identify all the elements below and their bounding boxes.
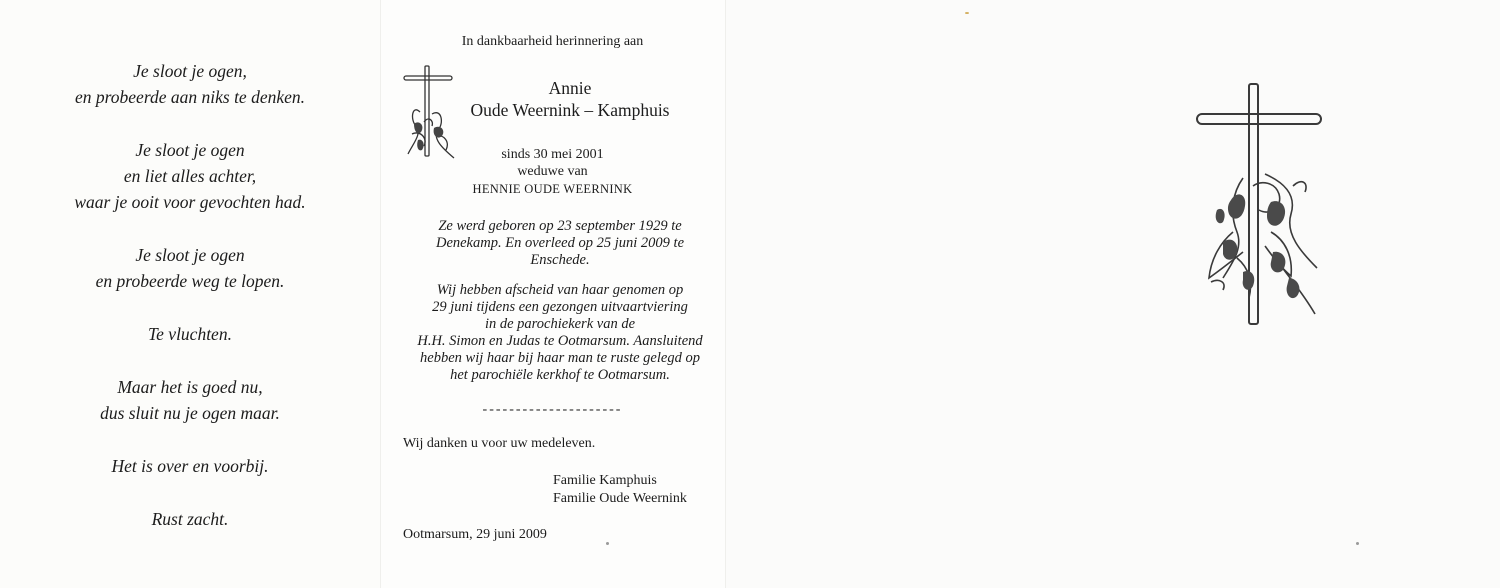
poem-stanza (0, 242, 380, 294)
poem-line: en probeerde aan niks te denken. (74, 87, 305, 107)
text-line: H.H. Simon en Judas te Ootmarsum. Aansluitend (417, 333, 703, 349)
signature-family: Familie Oude Weernink (553, 491, 687, 506)
poem-line: en liet alles achter, (123, 166, 257, 186)
poem-line: Maar het is goed nu, (117, 377, 263, 397)
poem-stanza (0, 58, 380, 110)
poem-line: Rust zacht. (151, 509, 229, 529)
place-date: Ootmarsum, 29 juni 2009 (403, 527, 547, 542)
poem-line: dus sluit nu je ogen maar. (100, 403, 280, 423)
text-line: 29 juni tijdens een gezongen uitvaartviering (432, 299, 688, 315)
signature-family: Familie Kamphuis (553, 473, 657, 488)
poem-stanza (0, 137, 380, 215)
paper-speck (965, 12, 969, 14)
poem-line: waar je ooit voor gevochten had. (74, 192, 306, 212)
poem-line: Je sloot je ogen (135, 245, 245, 265)
poem-stanza (0, 453, 380, 479)
deceased-first-name: Annie (548, 78, 592, 98)
husband-name: HENNIE OUDE WEERNINK (472, 182, 633, 196)
poem-line: Je sloot je ogen, (133, 61, 247, 81)
text-line: het parochiële kerkhof te Ootmarsum. (450, 367, 670, 383)
text-line: Denekamp. En overleed op 25 juni 2009 te (435, 235, 685, 251)
thanks-text: Wij danken u voor uw medeleven. (403, 436, 596, 451)
poem-line: Het is over en voorbij. (111, 456, 269, 476)
text-line: hebben wij haar bij haar man te ruste gelegd op (420, 350, 700, 366)
text-line: Wij hebben afscheid van haar genomen op (436, 282, 684, 298)
poem-stanza (0, 506, 380, 532)
paper-speck (1356, 542, 1359, 545)
poem-line: Te vluchten. (148, 324, 232, 344)
poem-line: Je sloot je ogen (135, 140, 245, 160)
cross-with-lilies-icon (1193, 82, 1333, 327)
paper-speck (606, 542, 609, 545)
deceased-full-name: Oude Weernink – Kamphuis (470, 100, 670, 120)
poem-stanza (0, 374, 380, 426)
text-line: Enschede. (530, 252, 590, 268)
cover-panel (725, 0, 1500, 588)
text-line: in de parochiekerk van de (484, 316, 636, 332)
fold-line (380, 0, 381, 588)
poem-stanza (0, 321, 380, 347)
poem-line: en probeerde weg te lopen. (95, 271, 285, 291)
cross-with-lilies-icon (402, 64, 462, 164)
separator-line: --------------------- (482, 402, 623, 417)
birth-death-text (410, 218, 710, 269)
since-date: sinds 30 mei 2001 (501, 147, 604, 162)
text-line: Ze werd geboren op 23 september 1929 te (438, 218, 682, 234)
farewell-text (395, 282, 725, 384)
poem (0, 58, 380, 559)
intro-text: In dankbaarheid herinnering aan (461, 34, 644, 49)
widow-of-label: weduwe van (517, 164, 588, 179)
